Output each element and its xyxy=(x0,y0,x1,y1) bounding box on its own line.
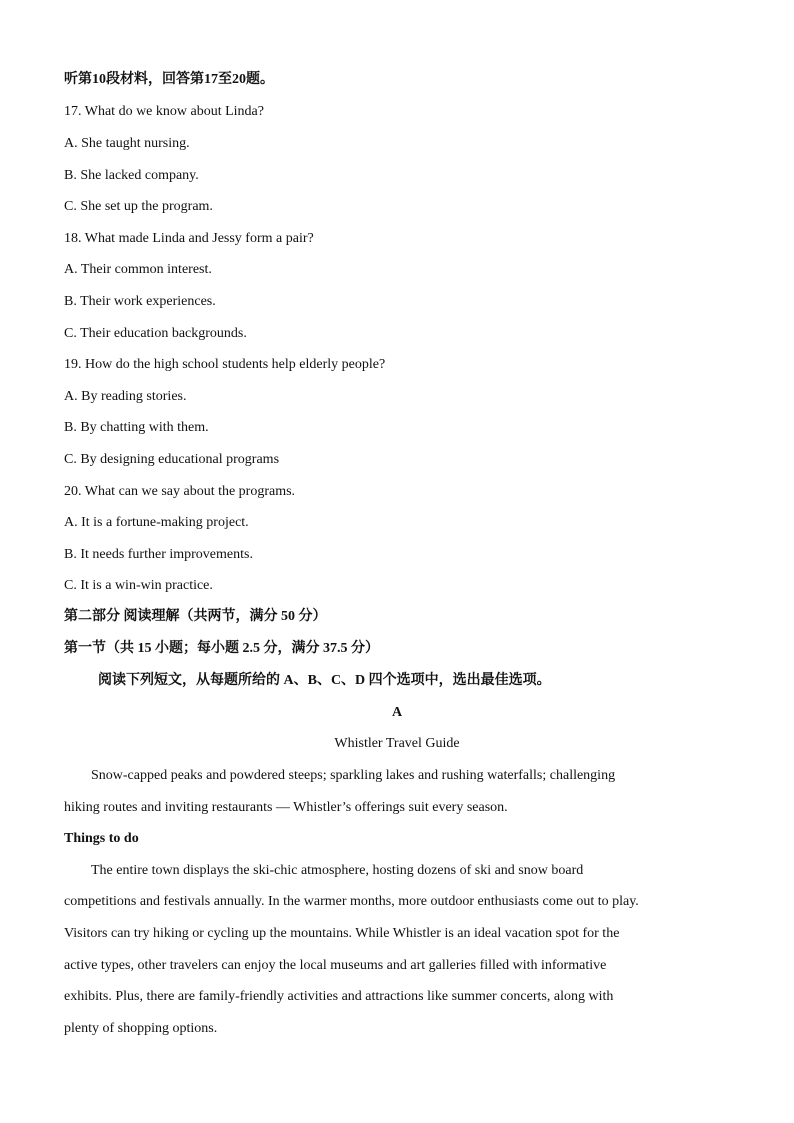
passage-intro-line: Snow-capped peaks and powdered steeps; sparkling lakes and rushing waterfalls; challenging xyxy=(91,768,616,783)
passage-body-line: plenty of shopping options. xyxy=(64,1021,218,1036)
answer-option: C. It is a win-win practice. xyxy=(64,578,213,593)
passage-body-line: exhibits. Plus, there are family-friendly activities and attractions like summer concerts, along with xyxy=(64,989,614,1004)
instruction-text: 阅读下列短文，从每题所给的 A、B、C、D 四个选项中，选出最佳选项。 xyxy=(98,673,551,688)
answer-option: B. She lacked company. xyxy=(64,168,199,183)
answer-option: A. By reading stories. xyxy=(64,389,187,404)
answer-option: B. It needs further improvements. xyxy=(64,547,253,562)
passage-title: Whistler Travel Guide xyxy=(334,736,460,751)
answer-option: A. It is a fortune-making project. xyxy=(64,515,249,530)
question-stem: 17. What do we know about Linda? xyxy=(64,104,264,119)
answer-option: A. Their common interest. xyxy=(64,262,212,277)
passage-letter: A xyxy=(391,705,403,720)
passage-body-line: The entire town displays the ski-chic atmosphere, hosting dozens of ski and snow board xyxy=(91,863,584,878)
part-heading: 第二部分 阅读理解（共两节，满分 50 分） xyxy=(64,609,327,624)
question-stem: 19. How do the high school students help elderly people? xyxy=(64,357,386,372)
passage-body-line: active types, other travelers can enjoy the local museums and art galleries filled with informative xyxy=(64,958,607,973)
passage-body-line: competitions and festivals annually. In the warmer months, more outdoor enthusiasts come out to play. xyxy=(64,894,639,909)
passage-body-line: Visitors can try hiking or cycling up the mountains. While Whistler is an ideal vacation spot for the xyxy=(64,926,620,941)
answer-option: C. By designing educational programs xyxy=(64,452,280,467)
question-stem: 18. What made Linda and Jessy form a pair? xyxy=(64,231,314,246)
passage-subheading: Things to do xyxy=(64,831,139,846)
question-stem: 20. What can we say about the programs. xyxy=(64,484,296,499)
answer-option: B. Their work experiences. xyxy=(64,294,216,309)
answer-option: B. By chatting with them. xyxy=(64,420,209,435)
passage-intro-line: hiking routes and inviting restaurants — Whistler’s offerings suit every season. xyxy=(64,800,508,815)
answer-option: A. She taught nursing. xyxy=(64,136,190,151)
answer-option: C. Their education backgrounds. xyxy=(64,326,247,341)
section-intro: 听第10段材料，回答第17至20题。 xyxy=(64,72,274,87)
answer-option: C. She set up the program. xyxy=(64,199,213,214)
section-heading: 第一节（共 15 小题；每小题 2.5 分，满分 37.5 分） xyxy=(64,641,379,656)
